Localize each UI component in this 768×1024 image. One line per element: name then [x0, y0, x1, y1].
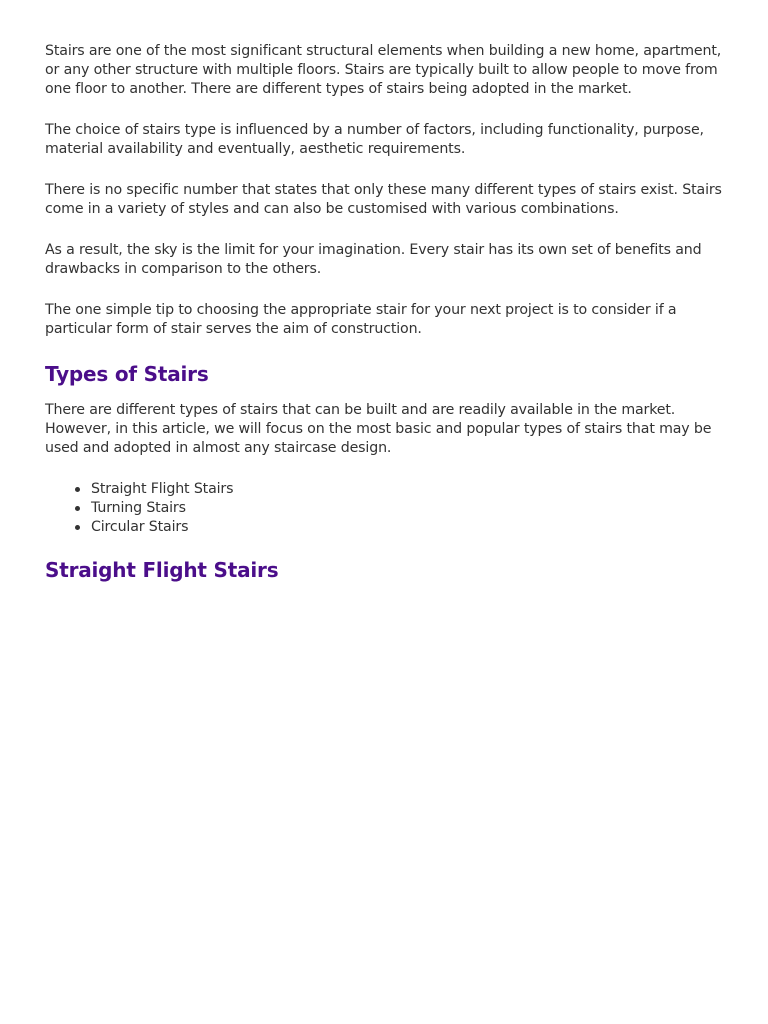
- types-of-stairs-heading: Types of Stairs: [45, 362, 209, 386]
- bullet-icon: [75, 487, 80, 492]
- list-item-label: Turning Stairs: [91, 500, 186, 516]
- intro-paragraph-1: Stairs are one of the most significant structural elements when building a new home, apartment, or any other structure with multiple floors. Stairs are typically built to allow people to move from one floor to another. There are different types of stairs being adopted in the market.: [45, 43, 722, 97]
- intro-paragraph-3: There is no specific number that states that only these many different types of stairs exist. Stairs come in a variety of styles and can also be customised with various combinations.: [45, 182, 722, 217]
- list-item-label: Circular Stairs: [91, 519, 189, 535]
- bullet-icon: [75, 506, 80, 511]
- intro-paragraph-4: As a result, the sky is the limit for your imagination. Every stair has its own set of benefits and drawbacks in comparison to the others.: [45, 242, 702, 277]
- intro-paragraph-2: The choice of stairs type is influenced by a number of factors, including functionality, purpose, material availability and eventually, aesthetic requirements.: [45, 122, 704, 157]
- list-item: [91, 480, 725, 499]
- straight-flight-stairs-heading: Straight Flight Stairs: [45, 558, 279, 582]
- list-item: [91, 499, 725, 518]
- types-list: [45, 480, 725, 537]
- list-item: [91, 518, 725, 537]
- list-item-label: Straight Flight Stairs: [91, 481, 234, 497]
- types-paragraph: There are different types of stairs that can be built and are readily available in the market. However, in this article, we will focus on the most basic and popular types of stairs that may be used and adopted in almost any staircase design.: [45, 402, 712, 456]
- intro-paragraph-5: The one simple tip to choosing the appropriate stair for your next project is to consider if a particular form of stair serves the aim of construction.: [45, 302, 677, 337]
- bullet-icon: [75, 525, 80, 530]
- article-body: [45, 42, 725, 597]
